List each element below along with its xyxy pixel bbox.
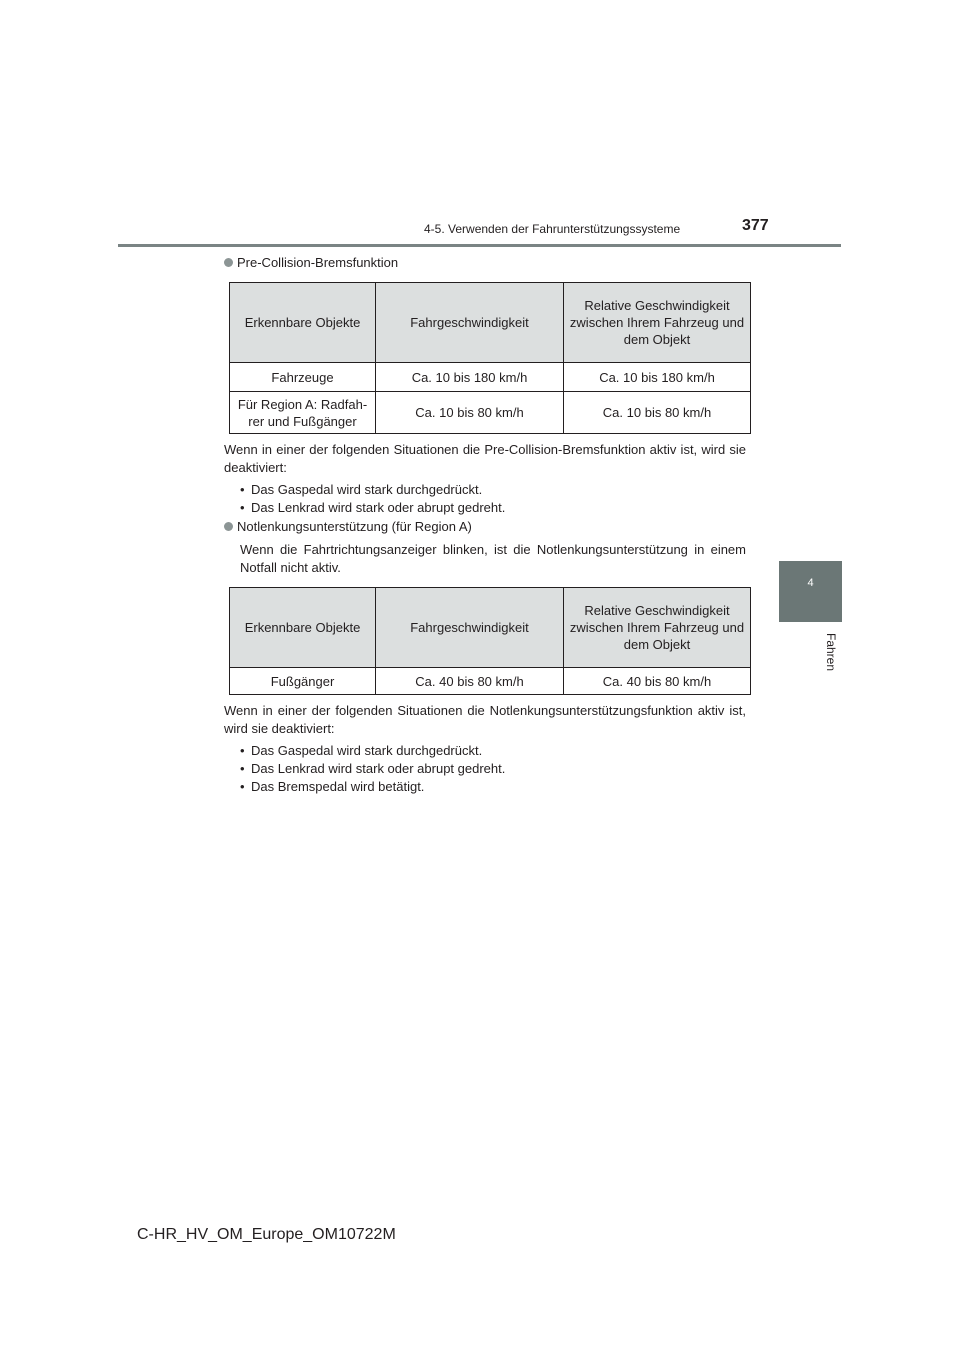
table-cell: Ca. 40 bis 80 km/h [564, 668, 751, 695]
section-heading-label: Notlenkungsunterstützung (für Region A) [237, 519, 472, 534]
table-cell: Ca. 10 bis 180 km/h [564, 363, 751, 392]
table-cell: Ca. 10 bis 80 km/h [376, 392, 564, 434]
deactivation-paragraph: Wenn in einer der folgenden Situationen die Notlenkungsunterstützungsfunktion aktiv ist, wird sie deaktiviert: [224, 703, 746, 736]
chapter-number: 4 [807, 577, 814, 589]
turn-signal-paragraph: Wenn die Fahrtrichtungsanzeiger blinken, ist die Notlenkungsunterstützung in einem Notfall nicht aktiv. [240, 542, 746, 575]
steering-assist-table [229, 587, 751, 695]
header-divider [118, 244, 841, 247]
table-header-cell: Relative Geschwindigkeit zwischen Ihrem Fahrzeug und dem Objekt [564, 588, 751, 668]
circle-bullet-icon [224, 522, 233, 531]
list-item: • Das Gaspedal wird stark durchgedrückt. [240, 742, 505, 760]
circle-bullet-icon [224, 258, 233, 267]
section-title: 4-5. Verwenden der Fahrunterstützungssysteme [424, 222, 681, 236]
table-cell: Fahrzeuge [230, 363, 376, 392]
table-row [230, 668, 751, 695]
deactivation-paragraph: Wenn in einer der folgenden Situationen die Pre-Collision-Bremsfunktion aktiv ist, wird sie deaktiviert: [224, 442, 746, 475]
document-code: C-HR_HV_OM_Europe_OM10722M [137, 1226, 396, 1243]
table-row [230, 363, 751, 392]
table-header-row [230, 588, 751, 668]
list-item: • Das Gaspedal wird stark durchgedrückt. [240, 481, 505, 499]
table-header-cell: Relative Geschwindigkeit zwischen Ihrem Fahrzeug und dem Objekt [564, 283, 751, 363]
table-cell: Für Region A: Radfah-rer und Fußgänger [230, 392, 376, 434]
section-heading-steering-assist [224, 519, 472, 534]
list-item: • Das Lenkrad wird stark oder abrupt gedreht. [240, 760, 505, 778]
table-cell: Fußgänger [230, 668, 376, 695]
table-cell: Ca. 10 bis 180 km/h [376, 363, 564, 392]
table-header-cell: Fahrgeschwindigkeit [376, 283, 564, 363]
pre-collision-table [229, 282, 751, 434]
table-header-row [230, 283, 751, 363]
section-heading-pre-collision [224, 255, 398, 270]
table-header-cell: Erkennbare Objekte [230, 588, 376, 668]
table-header-cell: Erkennbare Objekte [230, 283, 376, 363]
list-item: • Das Bremspedal wird betätigt. [240, 778, 505, 796]
chapter-label: Fahren [824, 633, 838, 672]
deactivation-list [240, 481, 505, 517]
table-cell: Ca. 40 bis 80 km/h [376, 668, 564, 695]
list-item: • Das Lenkrad wird stark oder abrupt gedreht. [240, 499, 505, 517]
table-header-cell: Fahrgeschwindigkeit [376, 588, 564, 668]
table-row [230, 392, 751, 434]
table-cell: Ca. 10 bis 80 km/h [564, 392, 751, 434]
deactivation-list [240, 742, 505, 796]
section-heading-label: Pre-Collision-Bremsfunktion [237, 255, 399, 270]
chapter-tab [779, 561, 842, 622]
page-number: 377 [742, 217, 769, 234]
